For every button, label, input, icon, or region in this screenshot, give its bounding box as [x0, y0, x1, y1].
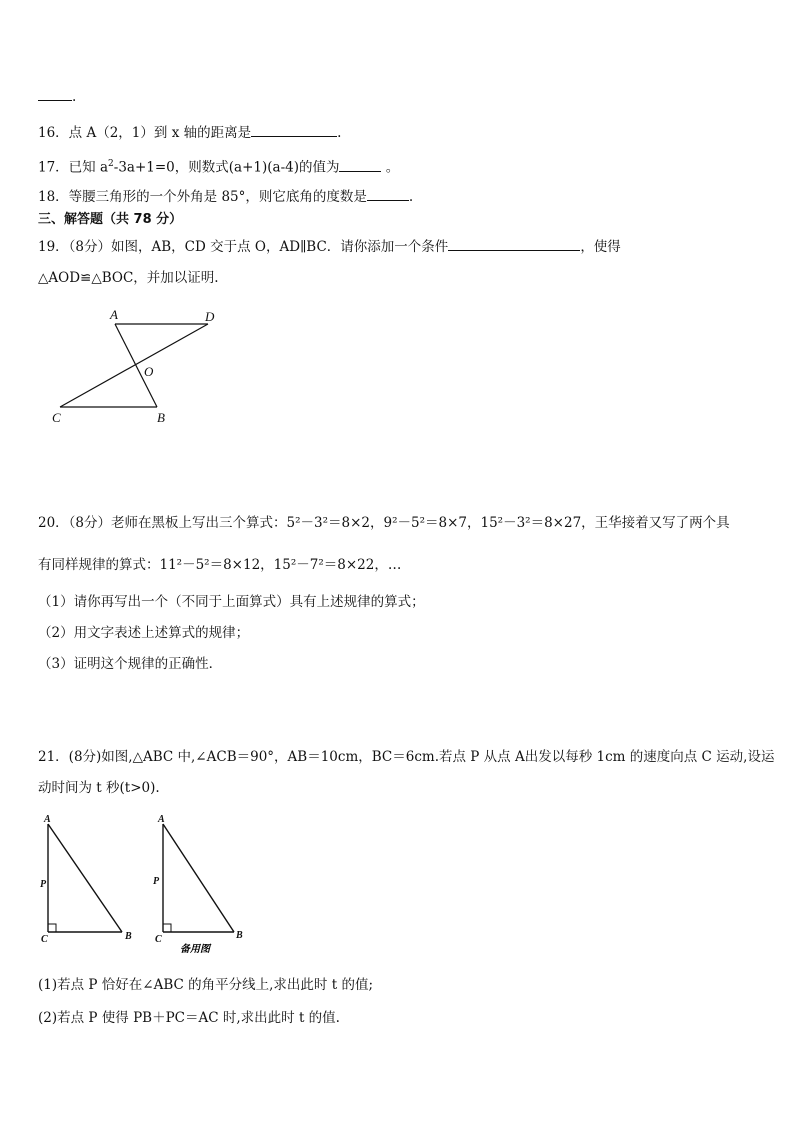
answer-blank [38, 86, 72, 101]
right-angle-mark-1 [48, 924, 56, 932]
answer-blank [448, 236, 580, 251]
question-19-line1: 19．（8分）如图，AB，CD 交于点 O，AD∥BC．请你添加一个条件 ，使得 [38, 236, 621, 257]
label-d: D [205, 309, 215, 324]
answer-blank [339, 157, 381, 172]
question-20-line1: 20．（8分）老师在黑板上写出三个算式：5²－3²＝8×2，9²－5²＝8×7，15²－3²＝8×27，王华接着又写了两个具 [38, 515, 730, 531]
label-a: A [44, 814, 51, 825]
right-angle-mark-2 [163, 924, 171, 932]
label-c: C [155, 934, 162, 945]
figure-q21 [38, 812, 268, 962]
label-a: A [158, 814, 165, 825]
question-17: 17．已知 $a^2-3a+1=0$，则数式(a+1)(a-4)的值为 。 [38, 154, 399, 178]
question-21-line1: 21．(8分)如图,△ABC 中,∠ACB＝90°，AB＝10cm，BC＝6cm.若点 P 从点 A出发以每秒 1cm 的速度向点 C 运动,设运 [38, 749, 775, 765]
question-20-line2: 有同样规律的算式：11²－5²＝8×12，15²－7²＝8×22，… [38, 557, 402, 573]
segment-dc [60, 324, 208, 407]
label-b: B [157, 410, 165, 425]
label-c: C [52, 410, 61, 425]
question-21-line2: 动时间为 t 秒(t>0). [38, 780, 160, 796]
question-21-part1: (1)若点 P 恰好在∠ABC 的角平分线上,求出此时 t 的值; [38, 977, 373, 993]
label-p: P [153, 876, 160, 887]
answer-blank [251, 122, 337, 137]
segment-ab-1 [48, 824, 122, 932]
answer-blank [367, 186, 409, 201]
question-16-text: 16．点 A（2，1）到 x 轴的距离是 [38, 125, 252, 141]
question-20-part1: （1）请你再写出一个（不同于上面算式）具有上述规律的算式； [38, 594, 425, 610]
label-c: C [41, 934, 48, 945]
question-18: 18．等腰三角形的一个外角是 85°，则它底角的度数是 . [38, 186, 413, 207]
question-20-part3: （3）证明这个规律的正确性． [38, 656, 223, 672]
figure-q19 [40, 302, 240, 432]
question-19-line2: △AOD≌△BOC，并加以证明. [38, 270, 219, 286]
question-20-part2: （2）用文字表述上述算式的规律； [38, 625, 250, 641]
segment-ab-2 [163, 824, 234, 932]
label-b: B [125, 931, 132, 942]
label-b: B [236, 930, 243, 941]
label-a: A [110, 307, 118, 322]
figure-caption: 备用图 [180, 944, 210, 955]
section-heading: 三、解答题（共 78 分） [38, 212, 183, 227]
question-16: 16．点 A（2，1）到 x 轴的距离是 . [38, 122, 341, 143]
label-o: O [144, 364, 154, 379]
question-21-part2: (2)若点 P 使得 PB＋PC＝AC 时,求出此时 t 的值. [38, 1010, 340, 1026]
prev-question-fragment: . [38, 86, 76, 107]
label-p: P [40, 879, 47, 890]
